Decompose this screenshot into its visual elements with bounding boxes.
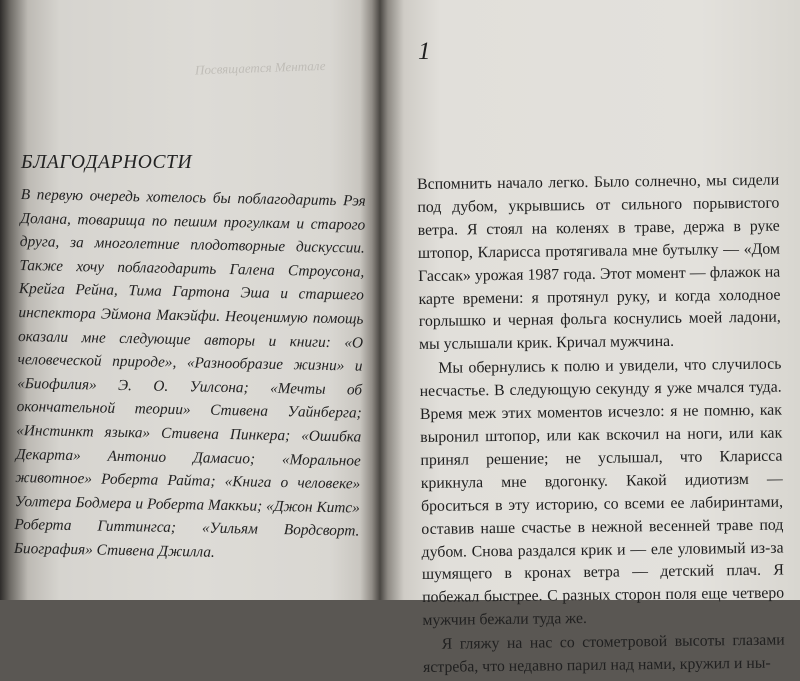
acknowledgements-heading: БЛАГОДАРНОСТИ [21, 152, 193, 173]
chapter-number: 1 [418, 38, 431, 65]
acknowledgements-paragraph: В первую очередь хотелось бы поблагодарить Рэя Долана, товарища по пешим прогулкам и старого друга, за многолетние плодотворные дискуссии. Также хочу поблагодарить Галена Строусона, Крейга Рейна, Тима Гартона Эша и старшего инспектора Эймона Макэйфи. Неоценимую помощь оказали мне следующие авторы и книги: «О человеческой природе», «Разнообразие жизни» и «Биофилия» Э. О. Уилсона; «Мечты об окончательной теории» Стивена Уайнберга; «Инстинкт языка» Стивена Пинкера; «Ошибка Декарта» Антонио Дамасио; «Моральное животное» Роберта Райта; «Книга о человеке» Уолтера Бодмера и Роберта Маккьи; «Джон Китс» Роберта Гиттингса; «Уильям Вордсворт. Биография» Стивена Джилла. [13, 185, 366, 561]
show-through-text: Посвящается Ментале [194, 57, 326, 78]
left-page [0, 0, 378, 600]
paragraph: Я гляжу на нас со стометровой высоты глазами ястреба, что недавно парил над нами, кружил и ны- [422, 631, 785, 676]
acknowledgements-text [14, 183, 366, 567]
paragraph: Вспомнить начало легко. Было солнечно, мы сидели под дубом, укрывшись от сильного порывистого ветра. Я стоял на коленях в траве, держа в руке штопор, Кларисса протягивала мне бутылку — «Дом Гассак» урожая 1987 года. Этот момент — флажок на карте времени: я протянул руку, и когда холодное горлышко и черная фольга коснулись моей ладони, мы услышали крик. Кричал мужчина. [417, 171, 781, 354]
right-page [382, 0, 800, 676]
paragraph: Мы обернулись к полю и увидели, что случилось несчастье. В следующую секунду я уже мчался туда. Время меж этих моментов исчезло: я не помню, как выронил штопор, или как вскочил на ноги, или как принял решение; не услышал, что Кларисса крикнула мне вдогонку. Какой идиотизм — броситься в эту историю, со всеми ее лабиринтами, оставив наше счастье в нежной весенней траве под дубом. Снова раздался крик и — еле уловимый из-за шумящего в кронах ветра — детский плач. Я побежал быстрее. С разных сторон поля еще четверо мужчин бежали туда же. [419, 355, 785, 630]
chapter-text [417, 170, 785, 681]
